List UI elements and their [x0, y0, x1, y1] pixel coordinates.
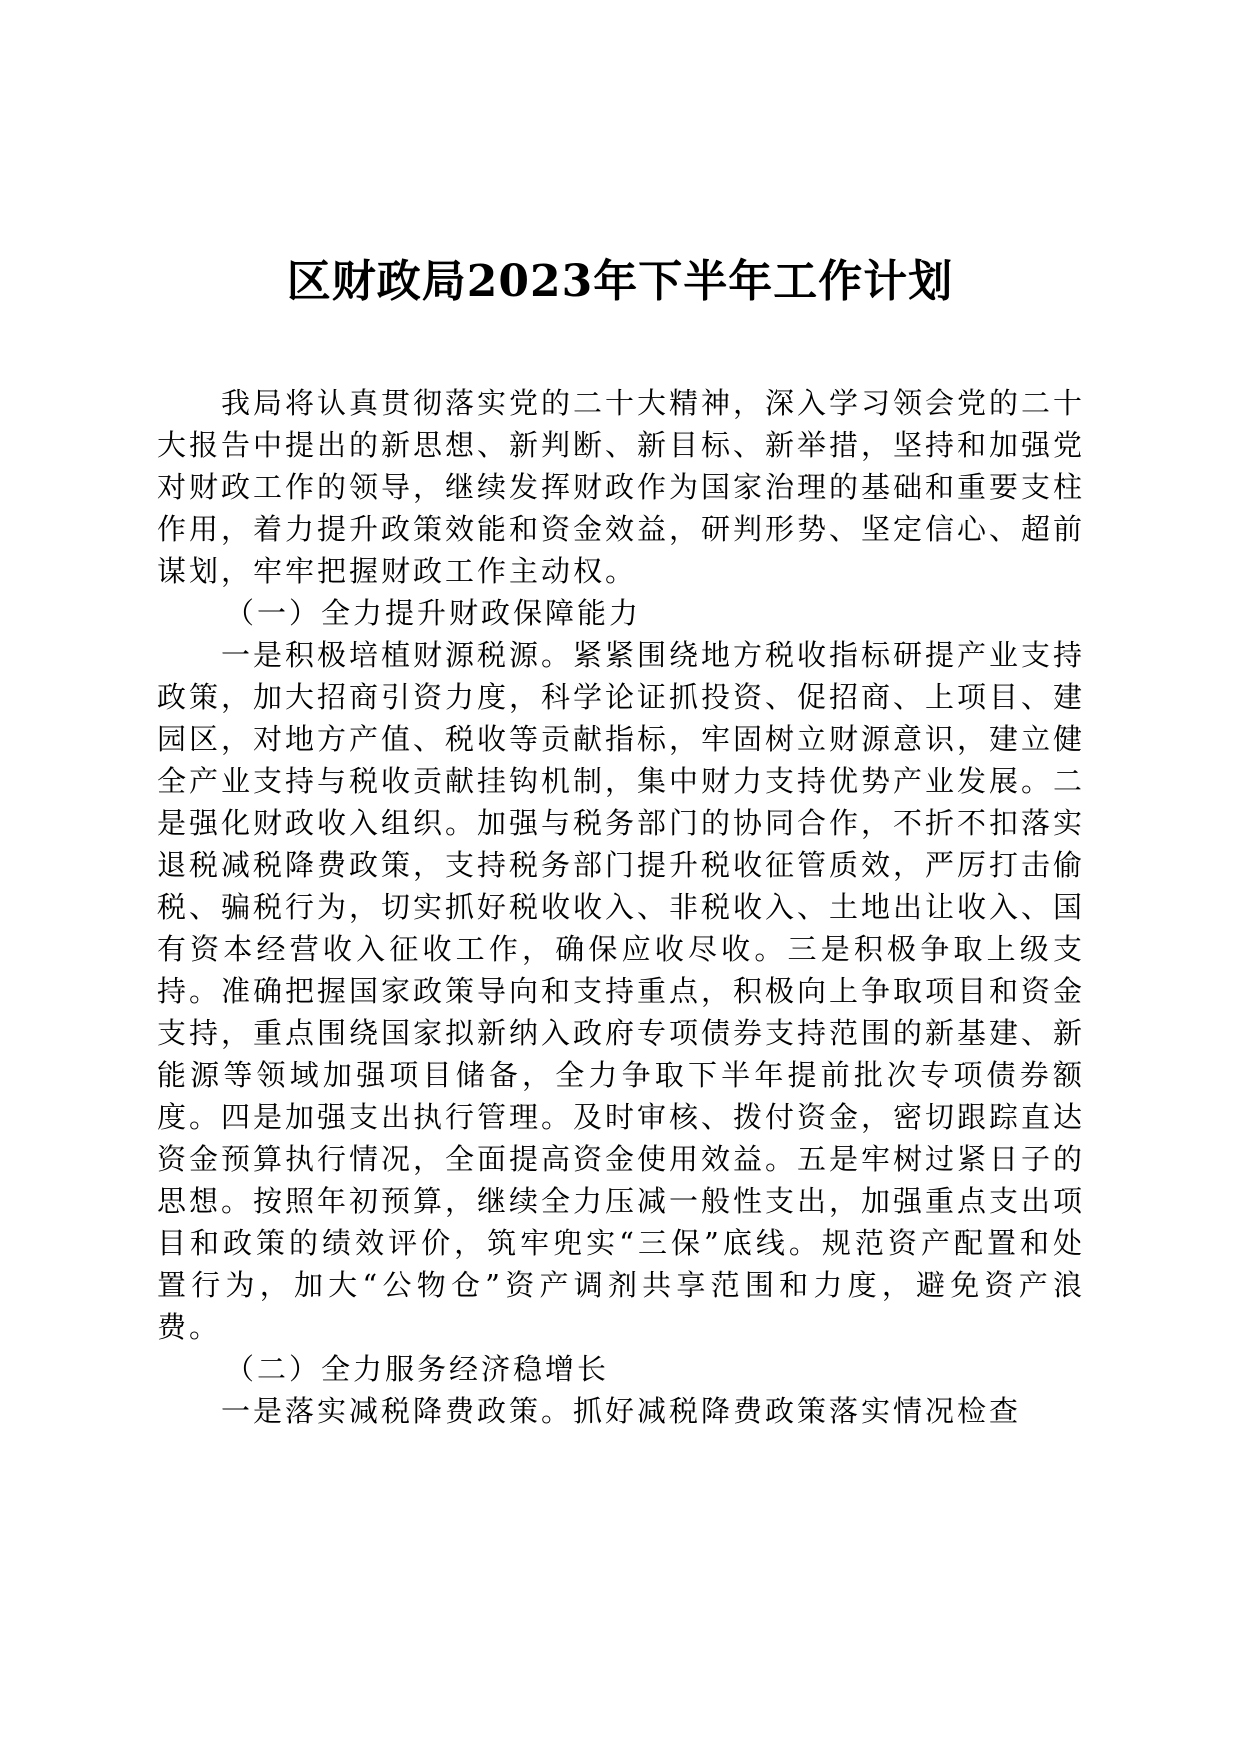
section-body-2: 一是落实减税降费政策。抓好减税降费政策落实情况检查: [221, 1394, 1022, 1428]
document-title: 区财政局2023年下半年工作计划: [286, 256, 954, 307]
intro-paragraph: 我局将认真贯彻落实党的二十大精神，深入学习领会党的二十大报告中提出的新思想、新判断、新目标、新举措，坚持和加强党对财政工作的领导，继续发挥财政作为国家治理的基础和重要支柱作用，着力提升政策效能和资金效益，研判形势、坚定信心、超前谋划，牢牢把握财政工作主动权。: [157, 386, 1086, 588]
section-heading-1: （一）全力提升财政保障能力: [225, 596, 642, 630]
section-heading-2: （二）全力服务经济稳增长: [225, 1352, 610, 1386]
section-body-1: 一是积极培植财源税源。紧紧围绕地方税收指标研提产业支持政策，加大招商引资力度，科学论证抓投资、促招商、上项目、建园区，对地方产值、税收等贡献指标，牢固树立财源意识，建立健全产业支持与税收贡献挂钩机制，集中财力支持优势产业发展。二是强化财政收入组织。加强与税务部门的协同合作，不折不扣落实退税减税降费政策，支持税务部门提升税收征管质效，严厉打击偷税、骗税行为，切实抓好税收收入、非税收入、土地出让收入、国有资本经营收入征收工作，确保应收尽收。三是积极争取上级支持。准确把握国家政策导向和支持重点，积极向上争取项目和资金支持，重点围绕国家拟新纳入政府专项债券支持范围的新基建、新能源等领域加强项目储备，全力争取下半年提前批次专项债券额度。四是加强支出执行管理。及时审核、拨付资金，密切跟踪直达资金预算执行情况，全面提高资金使用效益。五是牢树过紧日子的思想。按照年初预算，继续全力压减一般性支出，加强重点支出项目和政策的绩效评价，筑牢兜实“三保”底线。规范资产配置和处置行为，加大“公物仓”资产调剂共享范围和力度，避免资产浪费。: [157, 638, 1086, 1344]
document-body: [157, 382, 1085, 1432]
